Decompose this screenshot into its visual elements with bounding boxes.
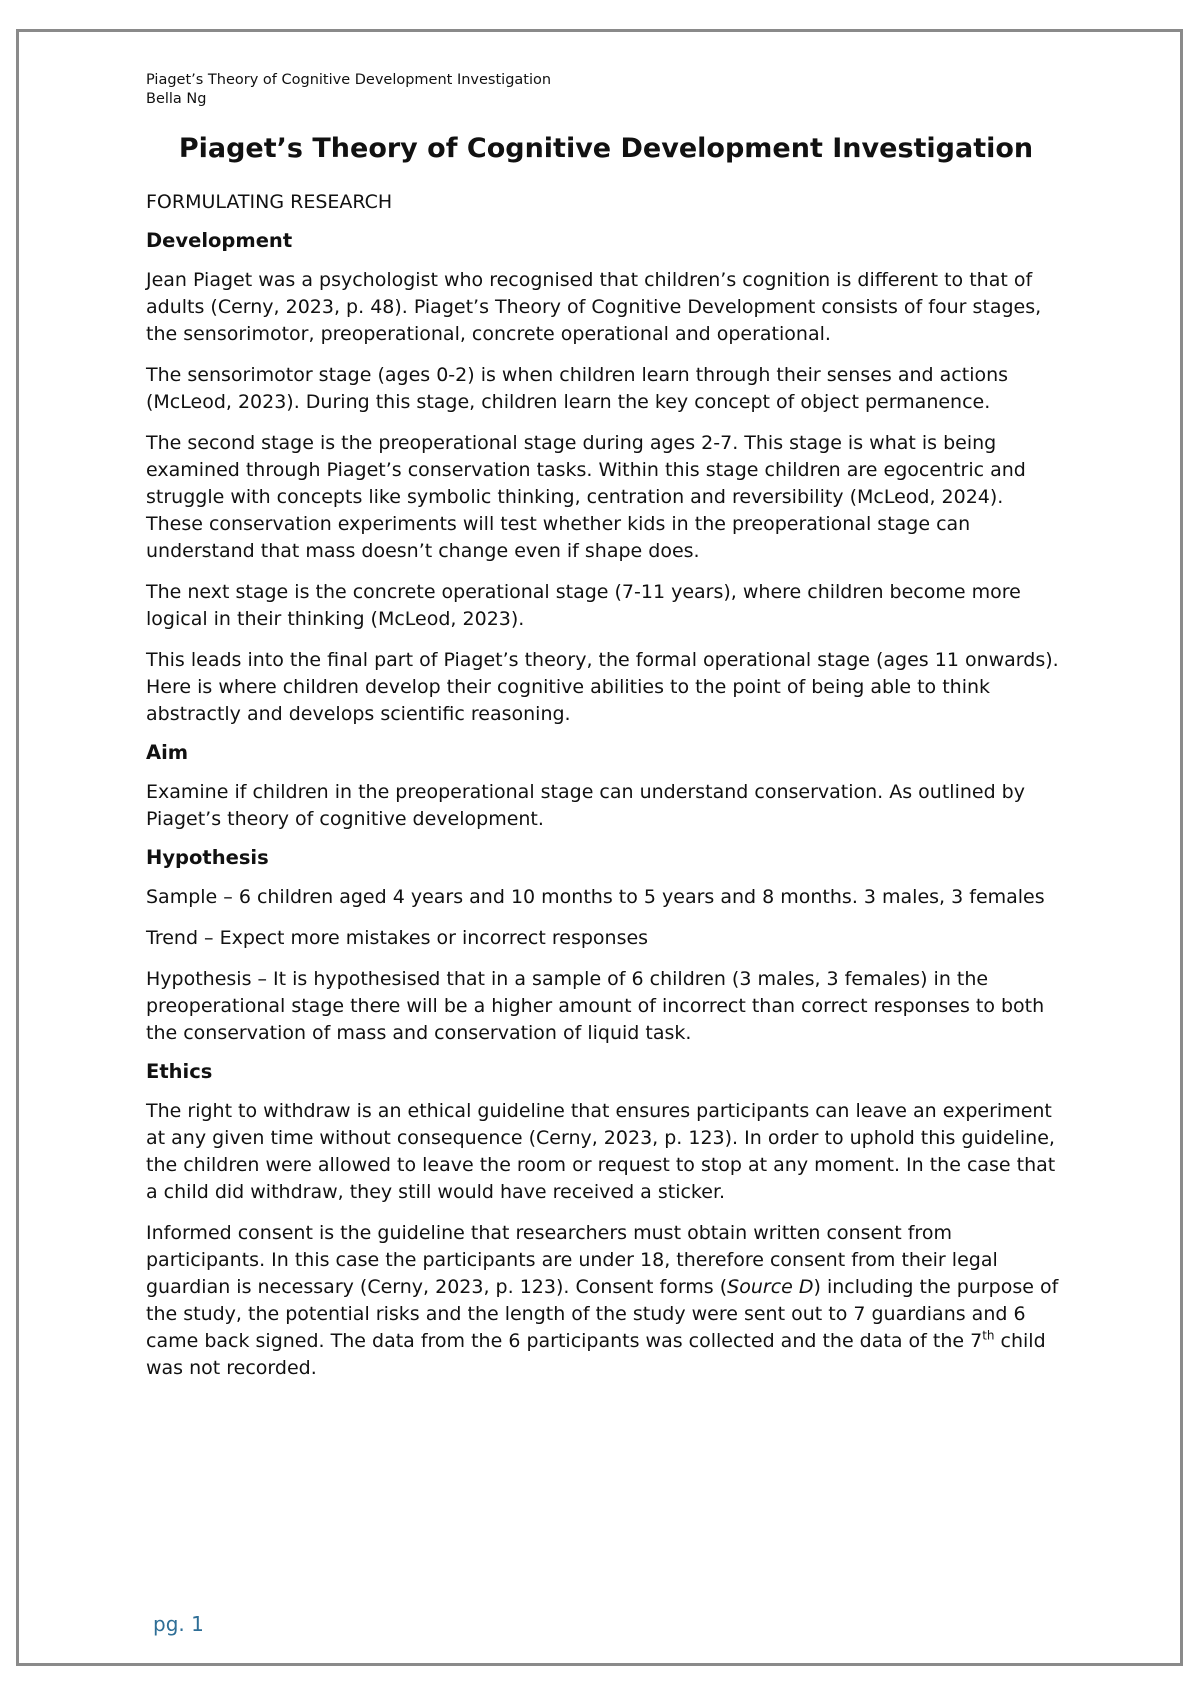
running-header — [146, 71, 1066, 109]
ethics-paragraph-2-part-3: child was not recorded. — [146, 1330, 1046, 1379]
ethics-paragraph-2 — [146, 1220, 1066, 1382]
header-author: Bella Ng — [146, 91, 207, 107]
development-paragraph-4: The next stage is the concrete operational stage (7-11 years), where children become more logical in their thinking (McLeod, 2023). — [146, 581, 1021, 630]
ordinal-suffix: th — [982, 1328, 995, 1343]
aim-heading: Aim — [146, 741, 189, 764]
ethics-heading: Ethics — [146, 1060, 213, 1083]
ethics-paragraph-2-part-1: Informed consent is the guideline that researchers must obtain written consent from participants. In this case the participants are under 18, therefore consent from their legal guardian is necessary (Cerny, 2023, p. 123). Consent forms ( — [146, 1222, 998, 1298]
development-heading: Development — [146, 229, 293, 252]
section-heading: FORMULATING RESEARCH — [146, 191, 393, 213]
hypothesis-sample: Sample – 6 children aged 4 years and 10 months to 5 years and 8 months. 3 males, 3 females — [146, 886, 1045, 908]
source-reference: Source D — [727, 1276, 814, 1298]
aim-paragraph: Examine if children in the preoperational stage can understand conservation. As outlined by Piaget’s theory of cognitive development. — [146, 781, 1025, 830]
ethics-paragraph-1: The right to withdraw is an ethical guideline that ensures participants can leave an experiment at any given time without consequence (Cerny, 2023, p. 123). In order to uphold this guideline, the children were allowed to leave the room or request to stop at any moment. In the case that a child did withdraw, they still would have received a sticker. — [146, 1100, 1056, 1203]
document-body — [146, 71, 1066, 1382]
hypothesis-trend: Trend – Expect more mistakes or incorrect responses — [146, 927, 649, 949]
document-title: Piaget’s Theory of Cognitive Development Investigation — [178, 133, 1034, 164]
ethics-paragraph-2-part-2: ) including the purpose of the study, the potential risks and the length of the study were sent out to 7 guardians and 6 came back signed. The data from the 6 participants was collected and the data of the 7 — [146, 1276, 1059, 1352]
development-paragraph-5: This leads into the final part of Piaget’s theory, the formal operational stage (ages 11 onwards). Here is where children develop their cognitive abilities to the point of being able to think abstractly and develops scientific reasoning. — [146, 649, 1059, 725]
development-paragraph-3: The second stage is the preoperational stage during ages 2-7. This stage is what is being examined through Piaget’s conservation tasks. Within this stage children are egocentric and struggle with concepts like symbolic thinking, centration and reversibility (McLeod, 2024). These conservation experiments will test whether kids in the preoperational stage can understand that mass doesn’t change even if shape does. — [146, 432, 1026, 562]
header-title: Piaget’s Theory of Cognitive Development Investigation — [146, 72, 552, 88]
hypothesis-statement: Hypothesis – It is hypothesised that in a sample of 6 children (3 males, 3 females) in the preoperational stage there will be a higher amount of incorrect than correct responses to both the conservation of mass and conservation of liquid task. — [146, 968, 1045, 1044]
hypothesis-heading: Hypothesis — [146, 846, 269, 869]
development-paragraph-1: Jean Piaget was a psychologist who recognised that children’s cognition is different to that of adults (Cerny, 2023, p. 48). Piaget’s Theory of Cognitive Development consists of four stages, the sensorimotor, preoperational, concrete operational and operational. — [146, 269, 1042, 345]
development-paragraph-2: The sensorimotor stage (ages 0-2) is when children learn through their senses and actions (McLeod, 2023). During this stage, children learn the key concept of object permanence. — [146, 364, 1009, 413]
page-number: pg. 1 — [153, 1612, 204, 1636]
